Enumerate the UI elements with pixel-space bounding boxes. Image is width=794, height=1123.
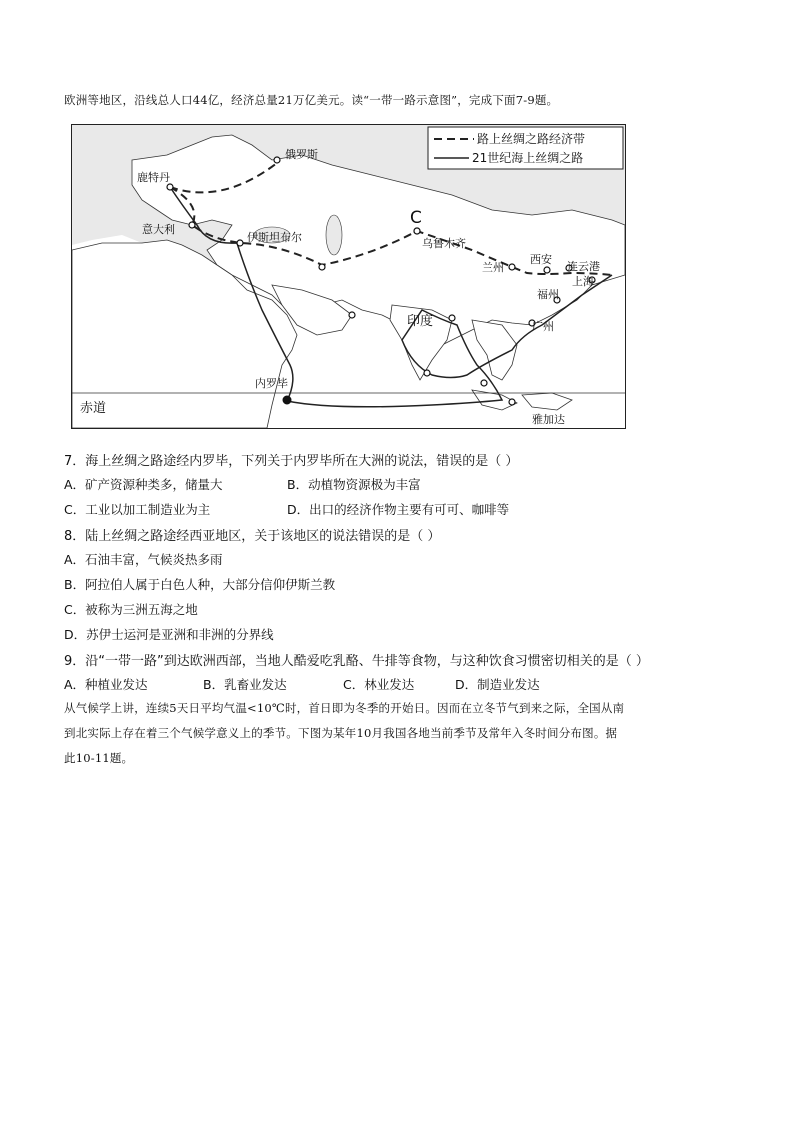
label-fuzhou: 福州: [537, 288, 559, 301]
question-7-option-c: C．工业以加工制造业为主: [64, 502, 211, 517]
se-asia-land: [472, 320, 517, 380]
legend-sea-route: 21世纪海上丝绸之路: [472, 151, 584, 165]
question-8-option-d: D．苏伊士运河是亚洲和非洲的分界线: [64, 627, 274, 642]
dot-jakarta: [509, 399, 515, 405]
dot-colombo: [349, 312, 355, 318]
label-nairobi: 内罗毕: [255, 377, 288, 390]
belt-and-road-map: [71, 124, 626, 429]
question-9-option-d: D．制造业发达: [455, 677, 540, 692]
label-istanbul: 伊斯坦布尔: [247, 231, 302, 244]
label-india: 印度: [407, 314, 434, 329]
dot-lanzhou: [509, 264, 515, 270]
map-legend: [428, 127, 623, 169]
dot-nairobi: [283, 396, 291, 404]
dot-india-south: [424, 370, 430, 376]
label-lianyungang: 连云港: [567, 260, 600, 273]
dot-west-asia: [319, 264, 325, 270]
dot-xian: [544, 267, 550, 273]
question-7-stem: 7．海上丝绸之路途经内罗毕，下列关于内罗毕所在大洲的说法，错误的是（ ）: [64, 454, 519, 469]
dot-urumqi: [414, 228, 420, 234]
dot-rotterdam: [167, 184, 173, 190]
outro-line-1: 从气候学上讲，连续5天日平均气温<10℃时，首日即为冬季的开始日。因而在立冬节气到来之际，全国从南: [64, 701, 625, 715]
label-jakarta: 雅加达: [532, 413, 565, 426]
dot-italy: [189, 222, 195, 228]
label-shanghai: 上海: [572, 275, 594, 288]
question-9-option-b: B．乳畜业发达: [203, 677, 287, 692]
question-7-option-d: D．出口的经济作物主要有可可、咖啡等: [287, 502, 510, 517]
label-russia: 俄罗斯: [285, 148, 318, 161]
question-7-option-b: B．动植物资源极为丰富: [287, 477, 421, 492]
outro-line-3: 此10-11题。: [64, 751, 134, 765]
question-9-option-a: A．种植业发达: [64, 677, 148, 692]
question-8-option-a: A．石油丰富，气候炎热多雨: [64, 552, 223, 567]
label-equator: 赤道: [80, 401, 107, 416]
label-xian: 西安: [530, 253, 552, 266]
question-8-option-b: B．阿拉伯人属于白色人种，大部分信仰伊斯兰教: [64, 577, 336, 592]
dot-india: [449, 315, 455, 321]
legend-land-route: 路上丝绸之路经济带: [477, 132, 586, 146]
label-marker-c: C: [410, 208, 422, 228]
label-italy: 意大利: [142, 223, 175, 236]
question-7-option-a: A．矿产资源种类多，储量大: [64, 477, 223, 492]
question-8-option-c: C．被称为三洲五海之地: [64, 602, 198, 617]
caspian-sea: [326, 215, 342, 255]
question-9-option-c: C．林业发达: [343, 677, 415, 692]
label-rotterdam: 鹿特丹: [137, 171, 170, 184]
map-graphic: [72, 125, 625, 428]
label-lanzhou: 兰州: [482, 261, 504, 274]
intro-text: 欧洲等地区，沿线总人口44亿，经济总量21万亿美元。读“一带一路示意图”，完成下面7-9题。: [64, 93, 559, 107]
dot-kuala-lumpur: [481, 380, 487, 386]
outro-line-2: 到北实际上存在着三个气候学意义上的季节。下图为某年10月我国各地当前季节及常年入冬时间分布图。据: [64, 726, 618, 740]
question-8-stem: 8．陆上丝绸之路途经西亚地区，关于该地区的说法错误的是（ ）: [64, 529, 441, 544]
label-urumqi: 乌鲁木齐: [422, 237, 466, 250]
dot-moscow: [274, 157, 280, 163]
dot-istanbul: [237, 240, 243, 246]
label-guangzhou: 广州: [532, 320, 554, 333]
question-9-stem: 9．沿“一带一路”到达欧洲西部，当地人酷爱吃乳酪、牛排等食物，与这种饮食习惯密切相关的是（ ）: [64, 654, 649, 669]
